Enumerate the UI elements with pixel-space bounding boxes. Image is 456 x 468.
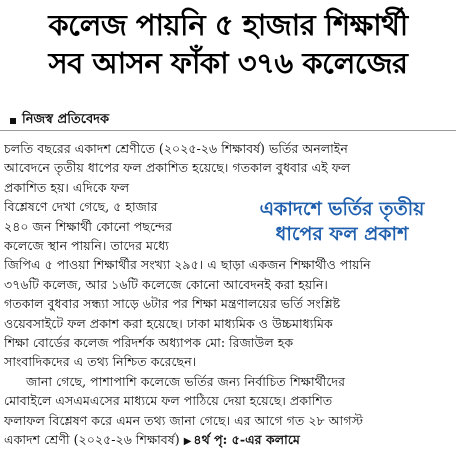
body-line: বিশ্লেষণে দেখা গেছে, ৫ হাজার [4,199,158,215]
body-line: মোবাইলে এসএমএসের মাধ্যমে ফল পাঠিয়ে দেয়া হয়েছে। প্রকাশিত [4,393,333,409]
body-line: প্রকাশিত হয়। এদিকে ফল [4,179,130,195]
body-line: ৩৭৬টি কলেজ, আর ১৬টি কলেজে কোনো আবেদনই করা হয়নি। [4,276,328,292]
headline-line-1: কলেজ পায়নি ৫ হাজার শিক্ষার্থী [48,8,408,42]
body-line: আবেদনে তৃতীয় ধাপের ফল প্রকাশিত হয়েছে। গতকাল বুধবার এই ফল [4,160,351,176]
body-line: একাদশ শ্রেণী (২০২৫-২৬ শিক্ষাবর্ষ) [4,432,180,448]
body-line: শিক্ষা বোর্ডের কলেজ পরিদর্শক অধ্যাপক মো: রিজাউল হক [4,335,294,351]
byline-square-bullet-icon [10,118,16,124]
pull-quote [232,197,452,247]
byline-text: নিজস্ব প্রতিবেদক [22,112,110,127]
continuation-link[interactable] [184,432,300,447]
body-line: চলতি বছরের একাদশ শ্রেণীতে (২০২৫-২৬ শিক্ষাবর্ষ) ভর্তির অনলাইন [4,141,348,156]
body-line: ওয়েবসাইটে ফল প্রকাশ করা হয়েছে। ঢাকা মাধ্যমিক ও উচ্চমাধ্যমিক [4,315,333,331]
pull-quote-line-1: একাদশে ভর্তির তৃতীয় [259,198,425,220]
body-line: জানা গেছে, পাশাপাশি কলেজে ভর্তির জন্য নির্বাচিত শিক্ষার্থীদের [26,373,346,389]
divider [0,130,456,131]
article-body [4,139,450,452]
body-line: সাংবাদিকদের এ তথ্য নিশ্চিত করেছেন। [4,354,197,370]
body-line: কলেজে স্থান পায়নি। তাদের মধ্যে [4,238,169,254]
triangle-pointer-icon: ▶ [183,436,192,448]
body-line: জিপিএ ৫ পাওয়া শিক্ষার্থীর সংখ্যা ২৯৫। এ ছাড়া একজন শিক্ষার্থীও পায়নি [4,257,371,273]
byline [10,110,109,131]
headline-line-2: সব আসন ফাঁকা ৩৭৬ কলেজের [48,46,408,80]
body-last-line [4,430,450,451]
continuation-text: ৪র্থ পৃ: ৫-এর কলামে [193,432,300,448]
body-line: গতকাল বুধবার সন্ধ্যা সাড়ে ৬টার পর শিক্ষা মন্ত্রণালয়ের ভর্তি সংশ্লিষ্ট [4,296,341,312]
pull-quote-line-2: ধাপের ফল প্রকাশ [275,223,409,245]
body-line: ২৪০ জন শিক্ষার্থী কোনো পছন্দের [4,218,173,234]
headline [0,6,456,82]
body-line: ফলাফল বিশ্লেষণ করে এমন তথ্য জানা গেছে। এর আগে গত ২৮ আগস্ট [4,412,364,428]
